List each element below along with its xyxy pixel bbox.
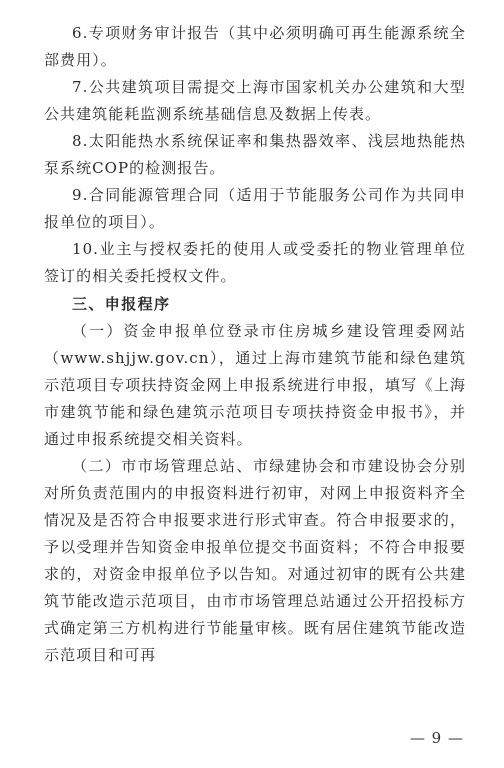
list-item-8: 8.太阳能热水系统保证率和集热器效率、浅层地热能热泵系统COP的检测报告。 [44,132,466,177]
list-item-10: 10.业主与授权委托的使用人或受委托的物业管理单位签订的相关委托授权文件。 [44,240,466,285]
procedure-step-2: （二）市市场管理总站、市绿建协会和市建设协会分别对所负责范围内的申报资料进行初审，对网上申报资料齐全情况及是否符合申报要求进行形式审查。符合申报要求的，予以受理并告知资金申报单位提交书面资料；不符合申报要求的，对资金申报单位予以告知。对通过初审的既有公共建筑节能改造示范项目，由市市场管理总站通过公开招投标方式确定第三方机构进行节能量审核。既有居住建筑节能改造示范项目和可再 [44,457,466,664]
document-body [44,20,466,669]
list-item-9: 9.合同能源管理合同（适用于节能服务公司作为共同申报单位的项目）。 [44,186,466,231]
page-number: — 9 — [409,729,464,747]
procedure-step-1: （一）资金申报单位登录市住房城乡建设管理委网站（www.shjjw.gov.cn），通过上海市建筑节能和绿色建筑示范项目专项扶持资金网上申报系统进行申报，填写《上海市建筑节能和绿色建筑示范项目专项扶持资金申报书》，并通过申报系统提交相关资料。 [44,322,466,448]
list-item-6: 6.专项财务审计报告（其中必须明确可再生能源系统全部费用）。 [44,24,466,69]
list-item-7: 7.公共建筑项目需提交上海市国家机关办公建筑和大型公共建筑能耗监测系统基础信息及数据上传表。 [44,78,466,123]
section-heading: 三、申报程序 [72,295,171,313]
